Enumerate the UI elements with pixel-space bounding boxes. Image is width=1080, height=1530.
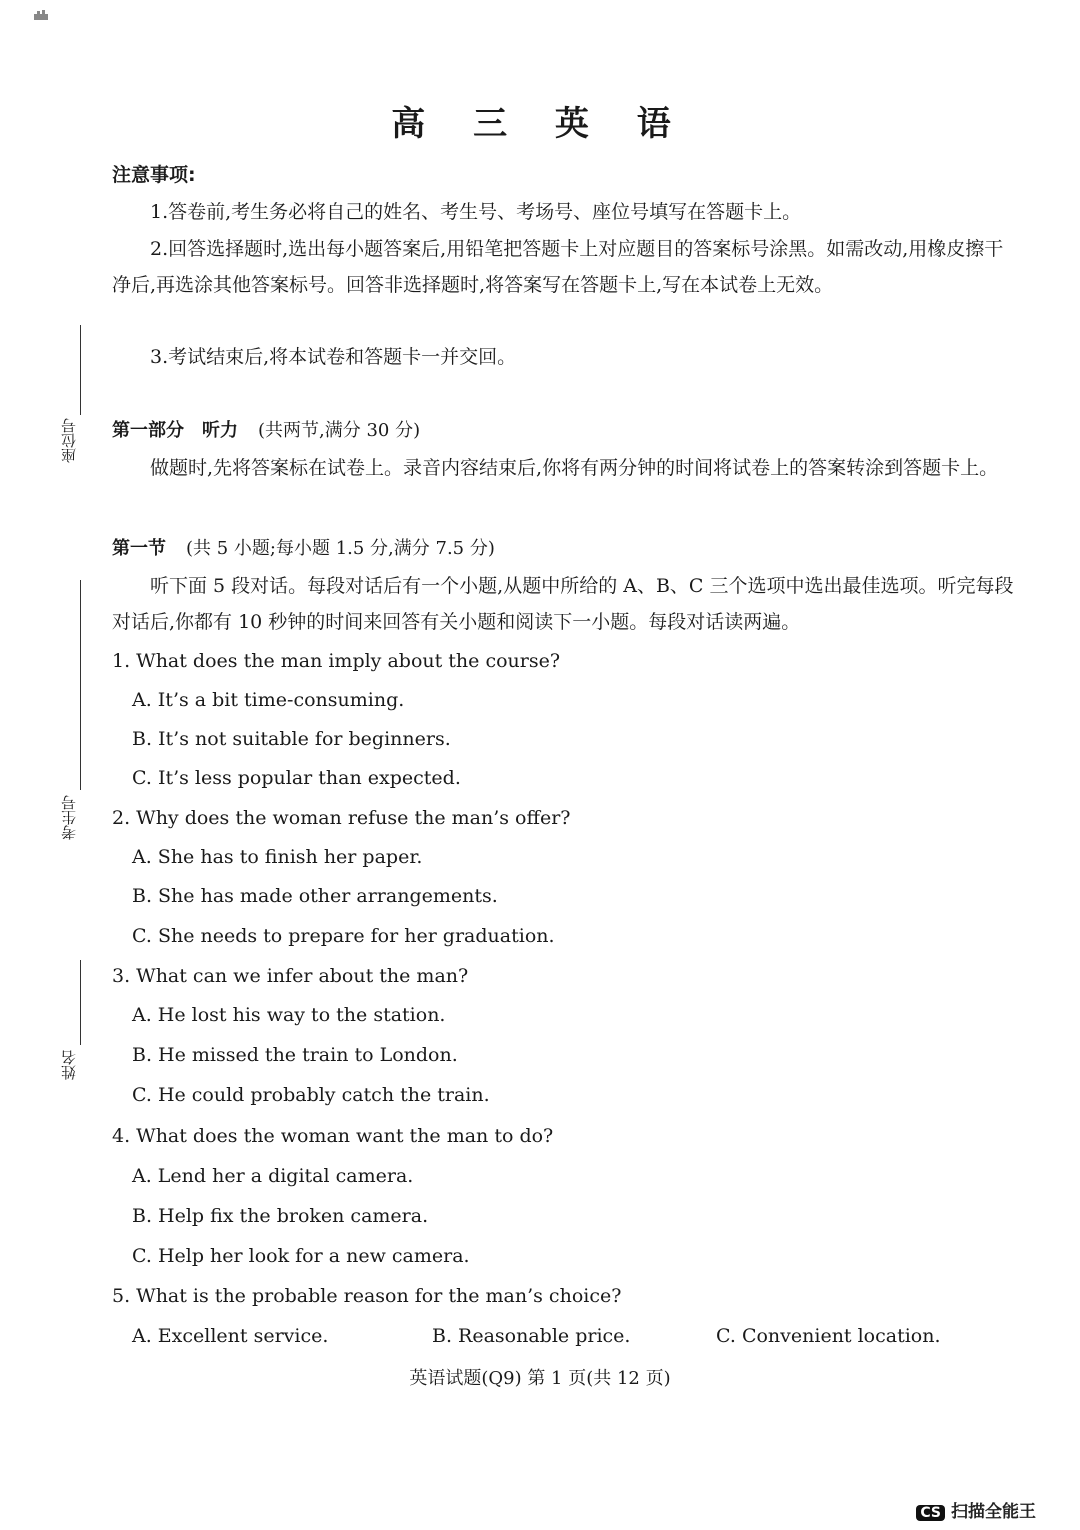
question-5-option-c: C. Convenient location. xyxy=(716,1325,941,1347)
question-5-option-b: B. Reasonable price. xyxy=(432,1325,631,1347)
seat-number-line xyxy=(80,325,81,415)
part1-heading xyxy=(112,416,420,442)
question-2-option-a: A. She has to finish her paper. xyxy=(132,846,423,868)
question-3-option-c: C. He could probably catch the train. xyxy=(132,1084,490,1106)
notice-item-2: 2.回答选择题时,选出每小题答案后,用铅笔把答题卡上对应题目的答案标号涂黑。如需改动,用橡皮擦干净后,再选涂其他答案标号。回答非选择题时,将答案写在答题卡上,写在本试卷上无效。 xyxy=(112,238,1004,296)
scanner-logo-text: 扫描全能王 xyxy=(951,1502,1036,1522)
question-4-option-a: A. Lend her a digital camera. xyxy=(132,1165,414,1187)
scanner-logo-badge: CS xyxy=(916,1505,945,1521)
question-3-option-a: A. He lost his way to the station. xyxy=(132,1004,446,1026)
question-4-option-b: B. Help fix the broken camera. xyxy=(132,1205,429,1227)
scanner-watermark xyxy=(916,1497,1036,1522)
section1-instruction: 听下面 5 段对话。每段对话后有一个小题,从题中所给的 A、B、C 三个选项中选出最佳选项。听完每段对话后,你都有 10 秒钟的时间来回答有关小题和阅读下一小题。每段对话读两遍。 xyxy=(112,575,1014,633)
question-3: 3. What can we infer about the man? xyxy=(112,965,469,987)
page-title: 高 三 英 语 xyxy=(391,104,689,144)
question-1-option-c: C. It’s less popular than expected. xyxy=(132,767,461,789)
question-5: 5. What is the probable reason for the man’s choice? xyxy=(112,1285,622,1307)
section1-title: 第一节 xyxy=(112,538,166,559)
question-2-option-c: C. She needs to prepare for her graduation. xyxy=(132,925,555,947)
name-line xyxy=(80,960,81,1045)
question-2-option-b: B. She has made other arrangements. xyxy=(132,885,498,907)
notice-heading: 注意事项: xyxy=(112,164,196,186)
exam-number-label: 考生号 xyxy=(60,795,78,840)
section1-heading xyxy=(112,534,495,560)
question-1: 1. What does the man imply about the course? xyxy=(112,650,561,672)
exam-number-line xyxy=(80,580,81,790)
question-2: 2. Why does the woman refuse the man’s offer? xyxy=(112,807,571,829)
name-label: 姓名 xyxy=(60,1050,78,1080)
notice-item-1: 1.答卷前,考生务必将自己的姓名、考生号、考场号、座位号填写在答题卡上。 xyxy=(150,201,802,223)
part1-instruction: 做题时,先将答案标在试卷上。录音内容结束后,你将有两分钟的时间将试卷上的答案转涂到答题卡上。 xyxy=(150,457,999,479)
question-4-option-c: C. Help her look for a new camera. xyxy=(132,1245,470,1267)
section1-subtitle: (共 5 小题;每小题 1.5 分,满分 7.5 分) xyxy=(186,538,495,559)
scan-mark-icon xyxy=(34,10,48,20)
question-5-option-a: A. Excellent service. xyxy=(132,1325,329,1347)
notice-item-3: 3.考试结束后,将本试卷和答题卡一并交回。 xyxy=(150,346,517,368)
question-4: 4. What does the woman want the man to do? xyxy=(112,1125,554,1147)
question-1-option-a: A. It’s a bit time-consuming. xyxy=(132,689,405,711)
part1-title: 第一部分 听力 xyxy=(112,420,238,441)
question-1-option-b: B. It’s not suitable for beginners. xyxy=(132,728,451,750)
question-3-option-b: B. He missed the train to London. xyxy=(132,1044,458,1066)
part1-subtitle: (共两节,满分 30 分) xyxy=(258,420,421,441)
seat-number-label: 座位号 xyxy=(60,418,78,463)
page-footer: 英语试题(Q9) 第 1 页(共 12 页) xyxy=(409,1368,671,1389)
